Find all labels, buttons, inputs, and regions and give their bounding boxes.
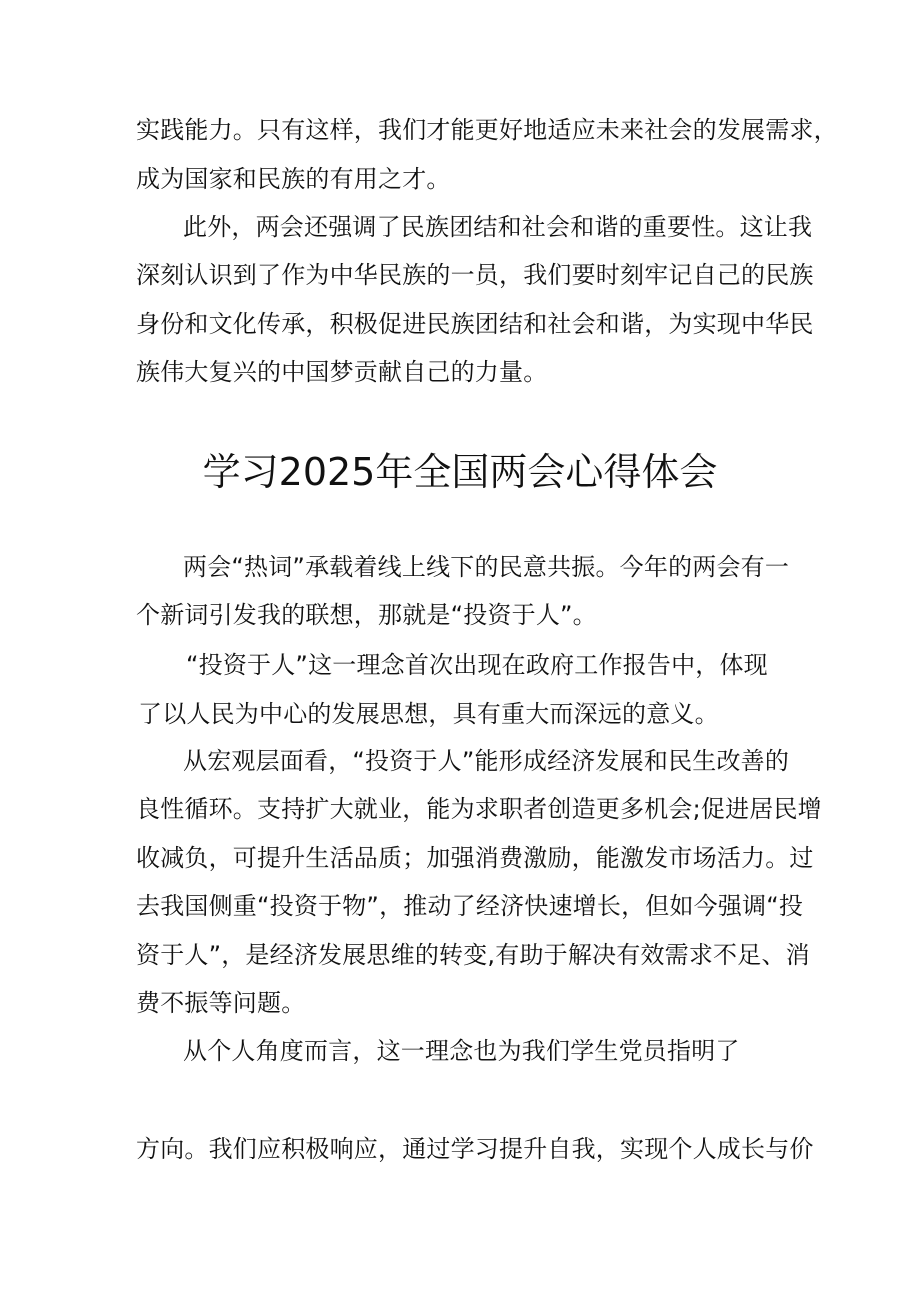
text-line: 了以人民为中心的发展思想，具有重大而深远的意义。 (138, 700, 719, 728)
text-line: 良性循环。支持扩大就业，能为求职者创造更多机会;促进居民增 (136, 795, 822, 823)
text-line: 成为国家和民族的有用之才。 (136, 165, 451, 193)
paragraph-first-line: 从个人角度而言，这一理念也为我们学生党员指明了 (183, 1037, 740, 1065)
text-line: 去我国侧重“投资于物”，推动了经济快速增长，但如今强调“投 (136, 892, 804, 920)
text-line: 方向。我们应积极响应，通过学习提升自我，实现个人成长与价 (136, 1135, 814, 1163)
paragraph-first-line: 两会“热词”承载着线上线下的民意共振。今年的两会有一 (183, 553, 790, 581)
text-line: 实践能力。只有这样，我们才能更好地适应未来社会的发展需求， (136, 116, 838, 144)
text-line: 族伟大复兴的中国梦贡献自己的力量。 (136, 358, 548, 386)
text-line: 个新词引发我的联想，那就是“投资于人”。 (136, 601, 597, 629)
text-line: 身份和文化传承，积极促进民族团结和社会和谐，为实现中华民 (136, 310, 814, 338)
text-line: 收减负，可提升生活品质；加强消费激励，能激发市场活力。过 (136, 844, 814, 872)
text-line: 深刻认识到了作为中华民族的一员，我们要时刻牢记自己的民族 (136, 261, 814, 289)
paragraph-first-line: “投资于人”这一理念首次出现在政府工作报告中，体现 (186, 651, 768, 679)
document-title: 学习2025年全国两会心得体会 (202, 450, 718, 494)
text-line: 费不振等问题。 (136, 989, 306, 1017)
text-line: 资于人”，是经济发展思维的转变,有助于解决有效需求不足、消 (136, 941, 810, 969)
paragraph-first-line: 此外，两会还强调了民族团结和社会和谐的重要性。这让我 (183, 213, 813, 241)
paragraph-first-line: 从宏观层面看，“投资于人”能形成经济发展和民生改善的 (183, 747, 790, 775)
